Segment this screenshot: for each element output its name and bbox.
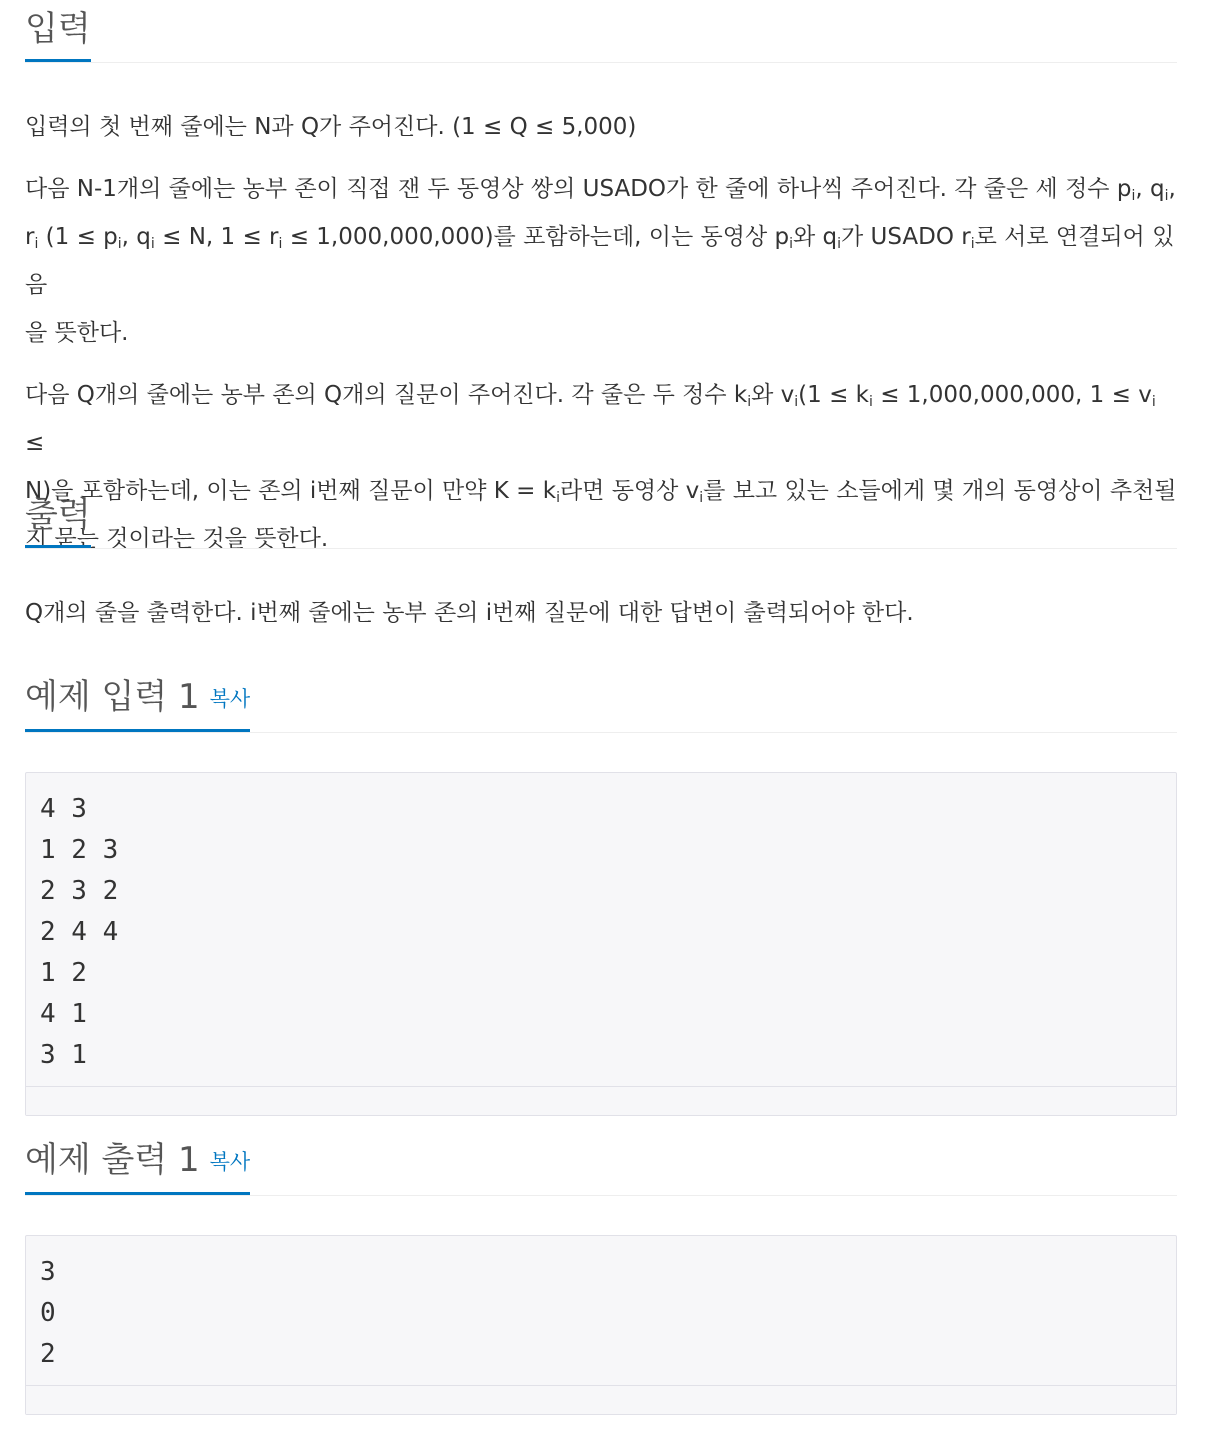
sample-output-footer xyxy=(26,1385,1176,1414)
sample-input-footer xyxy=(26,1086,1176,1115)
sample-input-box xyxy=(25,772,1177,1116)
output-section xyxy=(25,486,1177,637)
sample-output-headline xyxy=(25,1133,1177,1196)
sample-output-line: 0 xyxy=(40,1298,56,1328)
copy-sample-input-button[interactable]: 복사 xyxy=(209,687,251,711)
input-section xyxy=(25,0,1177,563)
output-headline xyxy=(25,486,1177,549)
input-paragraph-1: 입력의 첫 번째 줄에는 N과 Q가 주어진다. (1 ≤ Q ≤ 5,000) xyxy=(25,114,637,140)
sample-output-title: 예제 출력 1 복사 xyxy=(25,1140,250,1195)
output-title: 출력 xyxy=(25,495,91,548)
sample-output-section xyxy=(25,1133,1177,1415)
sample-input-line: 2 3 2 xyxy=(40,876,119,906)
sample-output-line: 3 xyxy=(40,1257,56,1287)
sample-input-line: 2 4 4 xyxy=(40,917,119,947)
input-headline xyxy=(25,0,1177,63)
input-paragraph-3: 다음 Q개의 줄에는 농부 존의 Q개의 질문이 주어진다. 각 줄은 두 정수 $k_i$와 $v_i(1 \le k_i \le 1,000,000,000$, $1 \le v_i$ ≤ N)을 포함하는데, 이는 존의 i번째 질문이 만약 $K = k_i$라면 동영상 $v_i$를 보고 있는 소들에게 몇 개의 동영상이 추천될 지 묻는 것이라는 것을 뜻한다. xyxy=(25,382,1177,552)
output-paragraph-1: Q개의 줄을 출력한다. i번째 줄에는 농부 존의 i번째 질문에 대한 답변이 출력되어야 한다. xyxy=(25,600,914,626)
sample-input-title: 예제 입력 1 복사 xyxy=(25,677,250,732)
sample-output-line: 2 xyxy=(40,1339,56,1369)
sample-input-section xyxy=(25,670,1177,1116)
copy-sample-output-button[interactable]: 복사 xyxy=(209,1150,251,1174)
input-title: 입력 xyxy=(25,9,91,62)
sample-input-line: 3 1 xyxy=(40,1040,87,1070)
sample-input-headline xyxy=(25,670,1177,733)
sample-input-line: 1 2 3 xyxy=(40,835,119,865)
sample-input-line: 1 2 xyxy=(40,958,87,988)
sample-input-line: 4 1 xyxy=(40,999,87,1029)
input-paragraph-2: 다음 N-1개의 줄에는 농부 존이 직접 잰 두 동영상 쌍의 USADO가 한 줄에 하나씩 주어진다. 각 줄은 세 정수 $p_i$, $q_i$, $r_i$ ($1 \le p_i$, $q_i \le N$, $1 \le r_i \le 1,000,000,000$)를 포함하는데, 이는 동영상 $p_i$와 $q_i$가 USADO $r_i$로 서로 연결되어 있음 을 뜻한다. xyxy=(25,176,1176,346)
sample-input-line: 4 3 xyxy=(40,794,87,824)
sample-output-box xyxy=(25,1235,1177,1415)
